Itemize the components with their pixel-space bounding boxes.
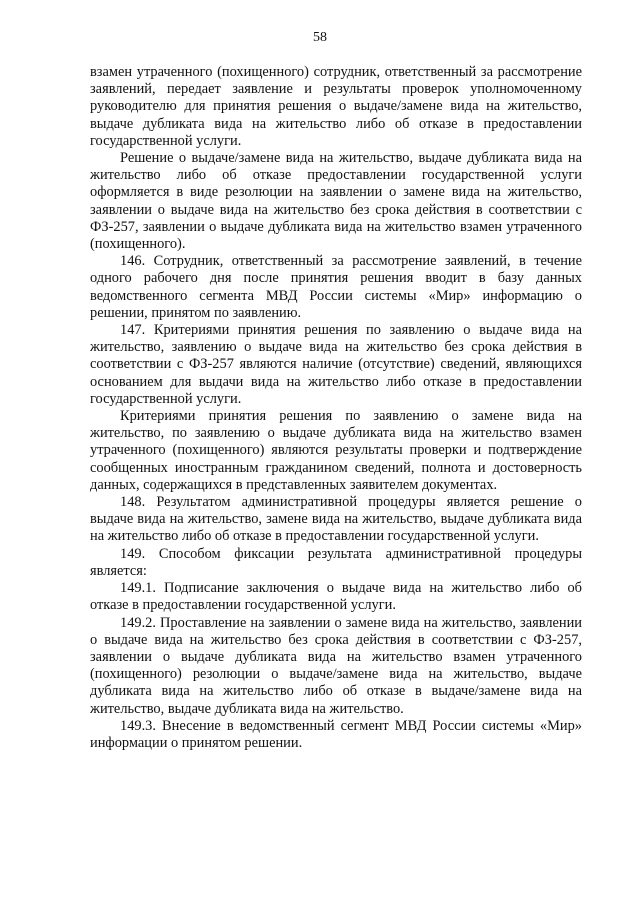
page-number: 58 (313, 30, 327, 45)
paragraph-149-3: 149.3. Внесение в ведомственный сегмент МВД России системы «Мир» информации о принятом решении. (90, 717, 582, 751)
paragraph-decision-form: Решение о выдаче/замене вида на жительство, выдаче дубликата вида на жительство либо об отказе предоставлении государственной услуги оформляется в виде резолюции на заявлении о замене вида на жительство, заявлении о выдаче вида на жительство без срока действия в соответствии с ФЗ-257, заявлении о выдаче дубликата вида на жительство взамен утраченного (похищенного). (90, 150, 582, 253)
paragraph-146: 146. Сотрудник, ответственный за рассмотрение заявлений, в течение одного рабочего дня после принятия решения вводит в базу данных ведомственного сегмента МВД России системы «Мир» информацию о решении, принятом по заявлению. (90, 253, 582, 321)
paragraph-149-2: 149.2. Проставление на заявлении о замене вида на жительство, заявлении о выдаче вида на жительство без срока действия в соответствии с ФЗ-257, заявлении о выдаче дубликата вида на жительство взамен утраченного (похищенного) резолюции о выдаче/замене вида на жительство, выдаче дубликата вида на жительство либо об отказе в выдаче/замене вида на жительство, выдаче дубликата вида на жительство. (90, 614, 582, 717)
document-body (90, 64, 582, 752)
paragraph-147: 147. Критериями принятия решения по заявлению о выдаче вида на жительство, заявлению о выдаче вида на жительство без срока действия в соответствии с ФЗ-257 являются наличие (отсутствие) сведений, являющихся основанием для выдачи вида на жительство либо отказе в предоставлении государственной услуги. (90, 322, 582, 407)
paragraph-149-1: 149.1. Подписание заключения о выдаче вида на жительство либо об отказе в предоставлении государственной услуги. (90, 580, 582, 614)
paragraph-147-criteria: Критериями принятия решения по заявлению о замене вида на жительство, по заявлению о выдаче дубликата вида на жительство взамен утраченного (похищенного) являются результаты проверки и подтверждение сообщенных иностранным гражданином сведений, полнота и достоверность данных, содержащихся в представленных заявителем документах. (90, 408, 582, 493)
paragraph-148: 148. Результатом административной процедуры является решение о выдаче вида на жительство, замене вида на жительство, выдаче дубликата вида на жительство либо об отказе в предоставлении государственной услуги. (90, 494, 582, 545)
paragraph-149: 149. Способом фиксации результата административной процедуры является: (90, 545, 582, 579)
paragraph-continuation: взамен утраченного (похищенного) сотрудник, ответственный за рассмотрение заявлений, передает заявление и результаты проверок уполномоченному руководителю для принятия решения о выдаче/замене вида на жительство, выдаче дубликата вида на жительство либо об отказе в предоставлении государственной услуги. (90, 64, 582, 149)
